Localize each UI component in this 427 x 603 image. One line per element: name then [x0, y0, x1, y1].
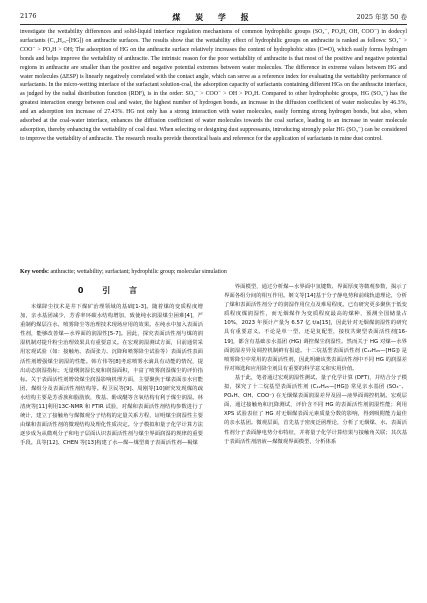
journal-title: 煤 炭 学 报	[172, 12, 255, 22]
header-rule	[20, 24, 407, 25]
left-paragraph-1: 本煤降尘技术是井下煤矿治理领域的基础[1-3]。随着煤的变质程度增加，亲水基团减少，芳香率环碳水结构增加，致使纯水润湿煤尘困难[4]，严重制约煤层注水、喷雾降尘等治理技术现场应用的效果。在纯水中加入表面活性剂，能够改善煤—水界面的润湿性[5-7]。因此，探究表面活性剂与煤的润湿机制对提升粉尘治理效果具有重要意义。在宏观润湿测试方面，目前通常采用宏观试验（如：接触角、表面张力、沉降和喷雾降尘试验等）表面活性表面活性剂增强煤尘润湿的性能。韩方伟等[8]考虑喷雾水滴具有动能的情况，提出动态润湿指标；无量纲润湿长度和润湿面积，丰富了喷雾润湿煤尘的评价指标。关于表面活性剂增效煤尘润湿影响机理方面，主要聚焦于煤表面亲水官能团、煤组分及表面活性剂结构等。程卫民等[9]、周刚等[10]研究发现煤的疏水结构主要是芳香族和脂肪族，羧基、酚或醚等含氧结构有利于煤尘润湿。林清庚等[11]利用13C-NMR 和 FTIR 试验，对煤和表面活性剂结构参数进行了统计，建立了接触角与煤微观分子结构的定量关系方程，证明煤尘润湿性主要由煤和表面活性剂的微观结构及理化性质决定。分子模拟和量子化学计算方法逐步成为从微观分子和电子层面认识表面活性剂与煤尘界面润湿的规律的重要手段。具等[12]、CHEN 等[13]构建了水—煤—煤型离子表面活性剂—褐煤	[20, 304, 203, 447]
english-abstract	[20, 28, 407, 144]
abstract-text: investigate the wettability differences and solid-liquid interface regulation mechanisms of common hydrophilic groups (SO₃⁻, PO₄H, OH, COO⁻) in dodecyl surfactants (C₁₂H₂₅–[HG]) on anthracite surfaces. The results show that the wettability effect of hydrophilic groups on anthracite is ranked as follows: SO₃⁻ > COO⁻ > PO₄H > OH; The adsorption of HG on the anthracite surface relatively increases the content of hydrophobic sites (C═O), which easily forms hydrogen bonds and helps improve the wettability of anthracite. The intrinsic reason for the poor wettability of anthracite is that most of the positive and negative potential regions in anthracite are smaller than the positive and negative potential extremes between water molecules. The difference in extreme values between HG and water molecules (ΔESP) is linearly negatively correlated with the contact angle, which can serve as a reference index for evaluating the wettability performance of surfactants. In the micro-wetting interface of the surfactant solution-coal, the adsorption capacity of surfactants containing different HGs on the anthracite interface, as judged by the radial distribution function (RDF), is in the order: SO₃⁻ > COO⁻ > OH > PO₄H. Compared to other hydrophobic groups, HG (SO₃⁻) has the greatest interaction energy between coal and water, the highest number of hydrogen bonds, an increase in the diffusion coefficient of water molecules by 46.3%, and an adsorption ion increase of 27.43%. HG not only has a strong interaction with water molecules, easily forming strong hydrogen bonds, but also, when adsorbed at the coal-water interface, enhances the diffusion coefficient of water molecules towards the coal surface, leading to an increase in water molecule adsorption, thereby enhancing the wettability of coal dust. When selecting or designing dust suppressants, introducing strongly polar HG (SO₃⁻) can be considered to improve the wettability of anthracite. The research results provide theoretical basis and reference for the application of surfactants in mine dust control.	[20, 29, 407, 142]
right-column	[224, 283, 407, 447]
page-number: 2176	[20, 12, 37, 20]
keywords-label: Key words:	[20, 269, 49, 275]
volume-label: 2025 年第 50 卷	[356, 13, 407, 21]
right-paragraph-2: 基于此，笔者通过宏观润湿性测试、量子化学计算 (DFT)，并结合分子模拟，探究了十二烷基型表面活性剂 (C₁₂H₂₅—[HG]) 常见亲水基团 (SO₃⁻、PO₄H、OH、COO⁻) 在无烟煤表面润湿差异及固—液界面调控机制。宏观层面，通过接触角和沉降测试，评价含不同 HG 的表面活性剂润湿性能；利用 XPS 试验表征了 HG 对无烟煤表面元素质量分数的影响，得到吸附能力最佳的亲水基团。微观层面，首先基于密度泛函理论，分析了无烟煤、水、表面活性剂分子表面静电势分布特征，并将量子化学计算结果与接触角关联；其次基于表面活性剂溶液—煤微观界面模型，分析体系	[224, 374, 407, 445]
right-paragraph-1: 界面模型，通过分析煤—水界面中氢键数、界面厚度等微观参数，揭示了界面各组分间的相互作用。姬文等[14]基于分子静电势和前线轨道理论，分析了煤和表面活性剂分子的润湿作用位点及难易程度。已有研究更多聚焦于低变质程度煤润湿性，而无烟煤作为变质程度最高的煤种，预测全国储量占 10%，2023 年预计产量为 6.57 亿 t/a[15]，因此针对无烟煤润湿性的研究具有重要意义。不论是单一型，还是复配型，接枝共聚型表面活性剂[16-19]，都含有基础亲水基团 (HG) 调控煤尘润湿性。然而关于 HG 对煤—水界面润湿差异及调控机制鲜有报道。十二烷基型表面活性剂 (C₁₂H₂₅—[HG]) 是喷雾降尘中常用的表面活性剂，因此明确该类表面活性剂中不同 HG 的润湿差异对筛选和应用降尘剂具有重要的科学意义和实用价值。	[224, 284, 407, 372]
keywords-text: anthracite; wettability; surfactant; hydrophilic group; molecular simulation	[50, 269, 227, 275]
left-column	[20, 285, 203, 449]
section-title: 0 引 言	[77, 286, 146, 295]
keywords	[20, 268, 407, 277]
page-header	[20, 12, 407, 24]
